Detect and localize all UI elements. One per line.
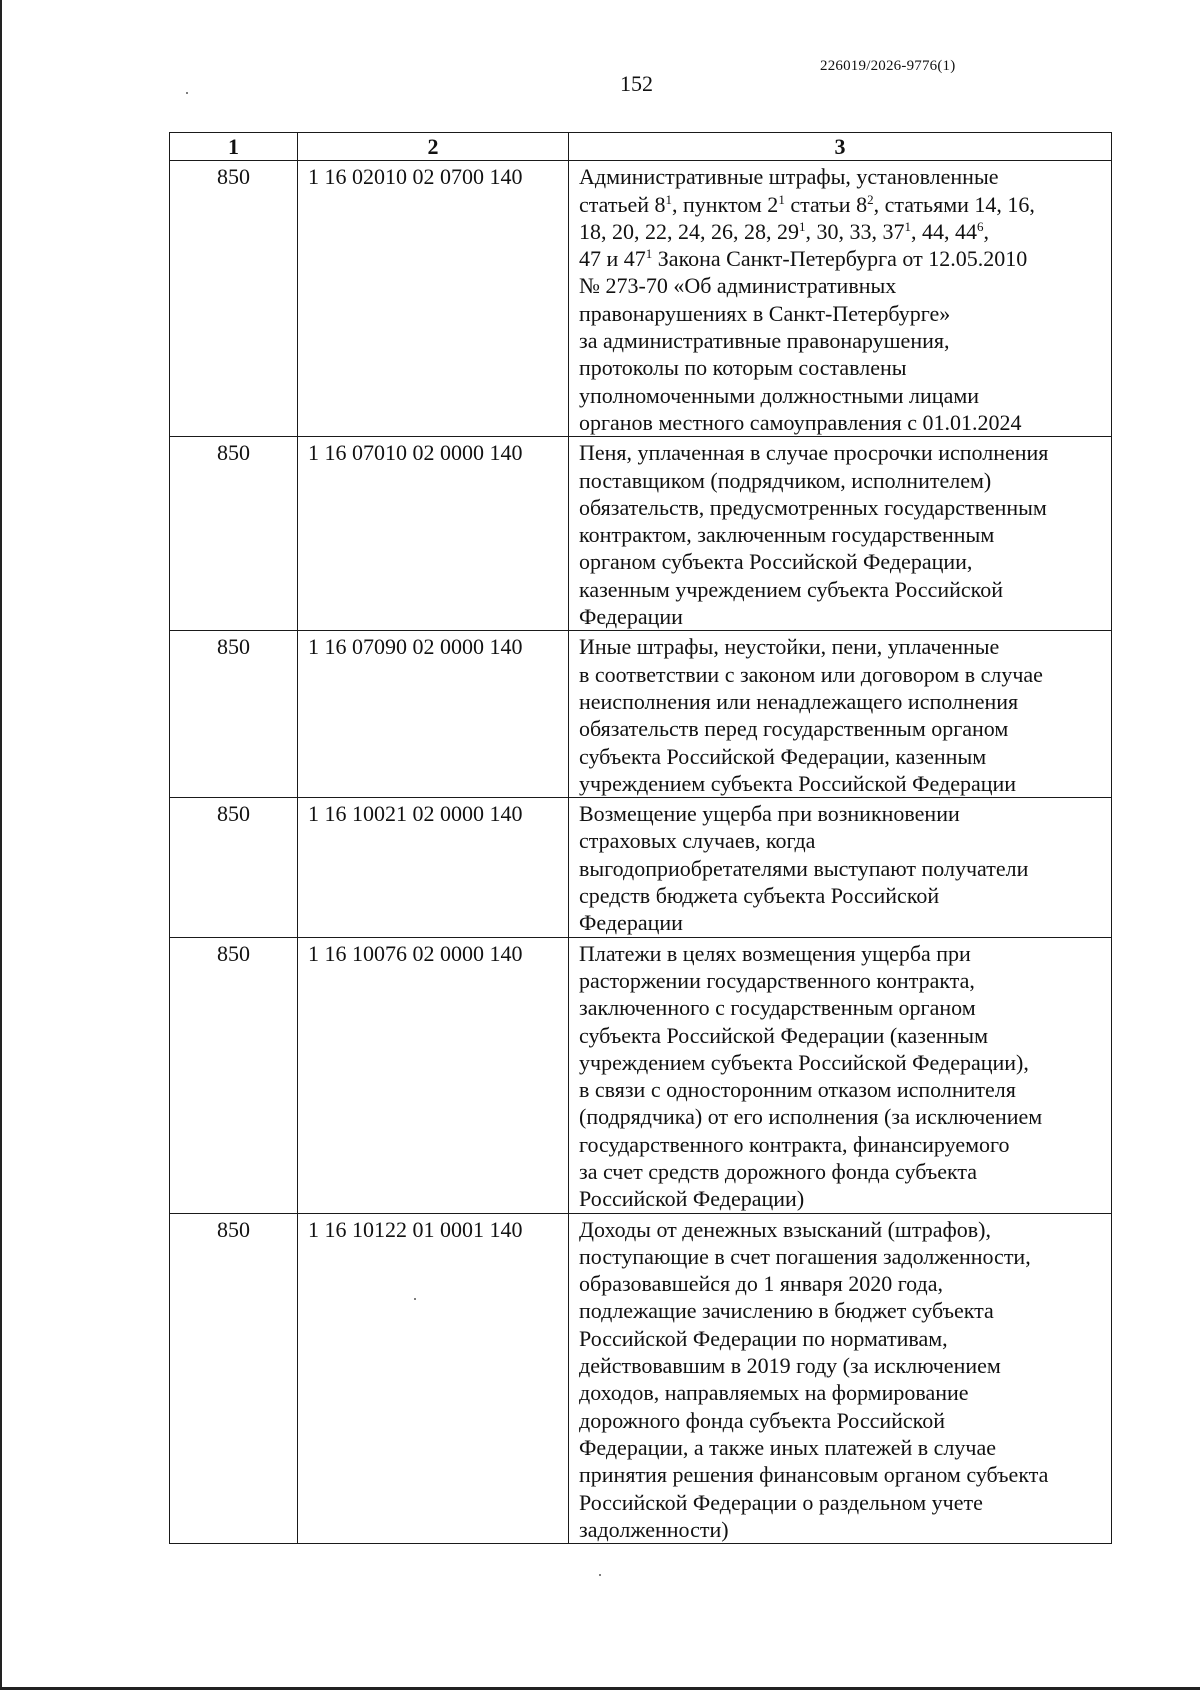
description-line: действовавшим в 2019 году (за исключением (579, 1353, 1001, 1379)
description-line: учреждением субъекта Российской Федерации (579, 770, 1017, 796)
description-line: контрактом, заключенным государственным (579, 522, 995, 548)
revenue-description-cell (569, 437, 1112, 631)
description-line: протоколы по которым составлены (579, 355, 907, 381)
budget-classification-code-cell: 1 16 02010 02 0700 140 (298, 161, 569, 437)
scan-left-edge (0, 0, 2, 1690)
description-line: Возмещение ущерба при возникновении (579, 801, 960, 827)
description-line: Платежи в целях возмещения ущерба при (579, 940, 971, 966)
description-line: субъекта Российской Федерации, казенным (579, 743, 987, 769)
revenue-description-cell (569, 631, 1112, 798)
description-line: за счет средств дорожного фонда субъекта (579, 1158, 978, 1184)
description-line: Административные штрафы, установленные (579, 164, 999, 190)
description-line: расторжении государственного контракта, (579, 967, 975, 993)
scan-speck (186, 92, 188, 94)
description-line: государственного контракта, финансируемого (579, 1131, 1010, 1157)
description-line: Российской Федерации о раздельном учете (579, 1489, 983, 1515)
budget-classification-code-cell: 1 16 07090 02 0000 140 (298, 631, 569, 798)
description-line: обязательств перед государственным органом (579, 716, 1009, 742)
revenue-description-cell (569, 798, 1112, 937)
scan-speck (599, 1574, 601, 1576)
document-registration-number: 226019/2026-9776(1) (820, 58, 956, 74)
superscript-index: 1 (799, 218, 806, 234)
revenue-description-cell (569, 1213, 1112, 1544)
description-line: в связи с односторонним отказом исполнителя (579, 1077, 1016, 1103)
table-row (170, 937, 1112, 1213)
admin-code-cell: 850 (170, 437, 298, 631)
description-line: статьей $8^1$, пунктом $2^1$ статьи $8^2$, статьями 14, 16, (579, 191, 1035, 217)
description-line: поступающие в счет погашения задолженности, (579, 1243, 1031, 1269)
table-header-row (170, 133, 1112, 161)
description-line: Иные штрафы, неустойки, пени, уплаченные (579, 634, 1000, 660)
admin-code-cell: 850 (170, 631, 298, 798)
budget-classification-code-cell: 1 16 10021 02 0000 140 (298, 798, 569, 937)
table-row (170, 631, 1112, 798)
revenue-codes-table-container (169, 132, 1111, 1544)
description-line: выгодоприобретателями выступают получатели (579, 855, 1029, 881)
description-line: Доходы от денежных взысканий (штрафов), (579, 1216, 991, 1242)
admin-code-cell: 850 (170, 161, 298, 437)
budget-classification-code-cell: 1 16 07010 02 0000 140 (298, 437, 569, 631)
description-line: дорожного фонда субъекта Российской (579, 1407, 946, 1433)
table-row (170, 437, 1112, 631)
description-line: учреждением субъекта Российской Федерации), (579, 1049, 1029, 1075)
superscript-index: 1 (904, 218, 911, 234)
revenue-description-cell (569, 937, 1112, 1213)
description-line: 47 и $47^1$ Закона Санкт-Петербурга от 12.05.2010 (579, 246, 1028, 272)
description-line: заключенного с государственным органом (579, 995, 976, 1021)
superscript-index: 1 (645, 246, 653, 262)
description-line: органов местного самоуправления с 01.01.2024 (579, 409, 1022, 435)
description-line: Федерации, а также иных платежей в случае (579, 1434, 997, 1460)
table-row (170, 1213, 1112, 1544)
description-line: 18, 20, 22, 24, 26, 28, $29^1$, 30, 33, $37^1$, 44, $44^6$, (579, 218, 989, 244)
description-line: обязательств, предусмотренных государственным (579, 494, 1047, 520)
description-line: доходов, направляемых на формирование (579, 1380, 969, 1406)
description-line: за административные правонарушения, (579, 328, 950, 354)
superscript-index: 6 (977, 218, 984, 234)
description-line: подлежащие зачислению в бюджет субъекта (579, 1298, 994, 1324)
description-line: Российской Федерации) (579, 1186, 805, 1212)
column-header-3: 3 (569, 133, 1112, 161)
budget-classification-code-cell: 1 16 10076 02 0000 140 (298, 937, 569, 1213)
admin-code-cell: 850 (170, 1213, 298, 1544)
description-line: субъекта Российской Федерации (казенным (579, 1022, 988, 1048)
column-header-1: 1 (170, 133, 298, 161)
table-row (170, 161, 1112, 437)
description-line: органом субъекта Российской Федерации, (579, 549, 973, 575)
table-row (170, 798, 1112, 937)
description-line: Федерации (579, 910, 683, 936)
description-line: Российской Федерации по нормативам, (579, 1325, 948, 1351)
table-body (170, 161, 1112, 1544)
revenue-codes-table (169, 132, 1112, 1544)
column-header-2: 2 (298, 133, 569, 161)
description-line: правонарушениях в Санкт-Петербурге» (579, 300, 951, 326)
description-line: страховых случаев, когда (579, 828, 816, 854)
superscript-index: 2 (867, 191, 874, 207)
description-line: неисполнения или ненадлежащего исполнения (579, 688, 1019, 714)
budget-classification-code-cell: 1 16 10122 01 0001 140 (298, 1213, 569, 1544)
description-line: Федерации (579, 604, 683, 630)
admin-code-cell: 850 (170, 798, 298, 937)
description-line: образовавшейся до 1 января 2020 года, (579, 1271, 943, 1297)
description-line: в соответствии с законом или договором в случае (579, 661, 1043, 687)
revenue-description-cell (569, 161, 1112, 437)
admin-code-cell: 850 (170, 937, 298, 1213)
description-line: задолженности) (579, 1516, 729, 1542)
description-line: Пеня, уплаченная в случае просрочки исполнения (579, 440, 1049, 466)
superscript-index: 1 (665, 191, 673, 207)
description-line: казенным учреждением субъекта Российской (579, 576, 1003, 602)
description-line: средств бюджета субъекта Российской (579, 883, 940, 909)
page-number: 152 (620, 71, 653, 96)
description-line: принятия решения финансовым органом субъекта (579, 1462, 1049, 1488)
superscript-index: 1 (778, 191, 785, 207)
description-line: № 273-70 «Об административных (579, 273, 897, 299)
description-line: (подрядчика) от его исполнения (за исключением (579, 1104, 1043, 1130)
description-line: уполномоченными должностными лицами (579, 382, 980, 408)
description-line: поставщиком (подрядчиком, исполнителем) (579, 467, 992, 493)
